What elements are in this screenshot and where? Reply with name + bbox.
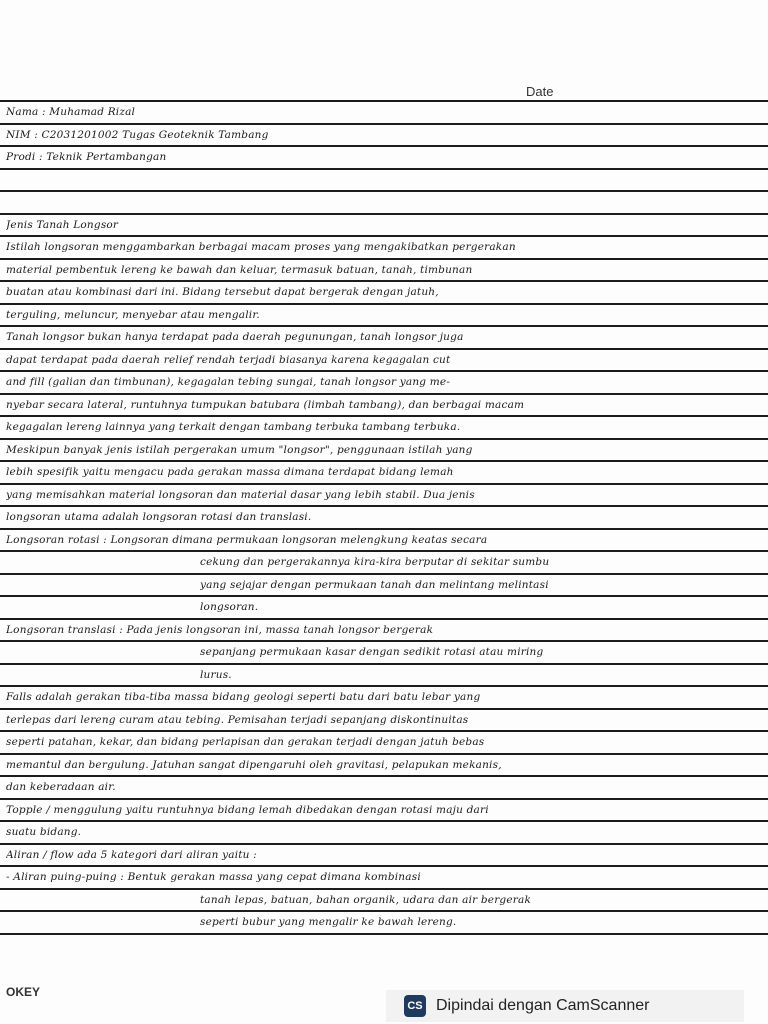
text-line: terlepas dari lereng curam atau tebing. Pemisahan terjadi sepanjang diskontinuitas bbox=[6, 714, 469, 726]
ruled-line bbox=[0, 663, 768, 665]
text-line: tanah lepas, batuan, bahan organik, udara dan air bergerak bbox=[200, 894, 532, 906]
text-line: nyebar secara lateral, runtuhnya tumpukan batubara (limbah tambang), dan berbagai macam bbox=[6, 399, 525, 411]
text-line: sepanjang permukaan kasar dengan sedikit rotasi atau miring bbox=[200, 646, 544, 658]
text-line: yang sejajar dengan permukaan tanah dan melintang melintasi bbox=[200, 579, 549, 591]
ruled-line bbox=[0, 438, 768, 440]
text-line: Tanah longsor bukan hanya terdapat pada daerah pegunungan, tanah longsor juga bbox=[6, 331, 464, 343]
ruled-line bbox=[0, 190, 768, 192]
text-line: material pembentuk lereng ke bawah dan keluar, termasuk batuan, tanah, timbunan bbox=[6, 264, 473, 276]
text-line: memantul dan bergulung. Jatuhan sangat dipengaruhi oleh gravitasi, pelapukan mekanis, bbox=[6, 759, 502, 771]
ruled-line bbox=[0, 865, 768, 867]
notebook-brand: OKEY bbox=[6, 985, 41, 999]
ruled-line bbox=[0, 550, 768, 552]
ruled-line bbox=[0, 775, 768, 777]
text-line: and fill (galian dan timbunan), kegagalan tebing sungai, tanah longsor yang me- bbox=[6, 376, 451, 388]
ruled-line bbox=[0, 303, 768, 305]
ruled-line bbox=[0, 370, 768, 372]
ruled-line bbox=[0, 325, 768, 327]
ruled-line bbox=[0, 573, 768, 575]
ruled-line bbox=[0, 708, 768, 710]
ruled-line bbox=[0, 888, 768, 890]
text-line: - Aliran puing-puing : Bentuk gerakan massa yang cepat dimana kombinasi bbox=[6, 871, 421, 883]
text-line: longsoran. bbox=[200, 601, 259, 613]
date-label: Date bbox=[526, 84, 554, 99]
text-line: lurus. bbox=[200, 669, 232, 681]
ruled-line bbox=[0, 100, 768, 102]
ruled-line bbox=[0, 145, 768, 147]
text-line: kegagalan lereng lainnya yang terkait dengan tambang terbuka tambang terbuka. bbox=[6, 421, 461, 433]
ruled-line bbox=[0, 235, 768, 237]
ruled-line bbox=[0, 258, 768, 260]
text-line: Nama : Muhamad Rizal bbox=[6, 106, 136, 118]
ruled-line bbox=[0, 933, 768, 935]
text-line: dan keberadaan air. bbox=[6, 781, 116, 793]
scan-watermark-text: Dipindai dengan CamScanner bbox=[436, 997, 650, 1014]
ruled-line bbox=[0, 618, 768, 620]
ruled-line bbox=[0, 685, 768, 687]
text-line: Longsoran rotasi : Longsoran dimana permukaan longsoran melengkung keatas secara bbox=[6, 534, 488, 546]
camscanner-icon: CS bbox=[404, 995, 426, 1017]
ruled-line bbox=[0, 798, 768, 800]
text-line: lebih spesifik yaitu mengacu pada gerakan massa dimana terdapat bidang lemah bbox=[6, 466, 454, 478]
ruled-line bbox=[0, 843, 768, 845]
text-line: Jenis Tanah Longsor bbox=[6, 219, 119, 231]
text-line: suatu bidang. bbox=[6, 826, 82, 838]
text-line: Prodi : Teknik Pertambangan bbox=[6, 151, 167, 163]
ruled-line bbox=[0, 640, 768, 642]
text-line: longsoran utama adalah longsoran rotasi dan translasi. bbox=[6, 511, 312, 523]
scan-watermark-bar bbox=[386, 990, 744, 1022]
ruled-line bbox=[0, 483, 768, 485]
ruled-line bbox=[0, 393, 768, 395]
text-line: Topple / menggulung yaitu runtuhnya bidang lemah dibedakan dengan rotasi maju dari bbox=[6, 804, 489, 816]
ruled-line bbox=[0, 168, 768, 170]
ruled-line bbox=[0, 528, 768, 530]
text-line: Falls adalah gerakan tiba-tiba massa bidang geologi seperti batu dari batu lebar yang bbox=[6, 691, 481, 703]
ruled-line bbox=[0, 820, 768, 822]
text-line: seperti bubur yang mengalir ke bawah lereng. bbox=[200, 916, 457, 928]
text-line: NIM : C2031201002 Tugas Geoteknik Tambang bbox=[6, 129, 269, 141]
text-line: Istilah longsoran menggambarkan berbagai macam proses yang mengakibatkan pergerakan bbox=[6, 241, 516, 253]
ruled-line bbox=[0, 415, 768, 417]
ruled-line bbox=[0, 595, 768, 597]
text-line: terguling, meluncur, menyebar atau mengalir. bbox=[6, 309, 260, 321]
ruled-line bbox=[0, 910, 768, 912]
ruled-line bbox=[0, 280, 768, 282]
ruled-line bbox=[0, 123, 768, 125]
text-line: buatan atau kombinasi dari ini. Bidang tersebut dapat bergerak dengan jatuh, bbox=[6, 286, 439, 298]
ruled-line bbox=[0, 730, 768, 732]
ruled-line bbox=[0, 505, 768, 507]
text-line: Meskipun banyak jenis istilah pergerakan umum "longsor", penggunaan istilah yang bbox=[6, 444, 473, 456]
ruled-line bbox=[0, 213, 768, 215]
ruled-line bbox=[0, 460, 768, 462]
text-line: dapat terdapat pada daerah relief rendah terjadi biasanya karena kegagalan cut bbox=[6, 354, 451, 366]
text-line: seperti patahan, kekar, dan bidang perlapisan dan gerakan terjadi dengan jatuh bebas bbox=[6, 736, 485, 748]
text-line: Longsoran translasi : Pada jenis longsoran ini, massa tanah longsor bergerak bbox=[6, 624, 434, 636]
text-line: Aliran / flow ada 5 kategori dari aliran yaitu : bbox=[6, 849, 257, 861]
text-line: yang memisahkan material longsoran dan material dasar yang lebih stabil. Dua jenis bbox=[6, 489, 475, 501]
ruled-line bbox=[0, 753, 768, 755]
text-line: cekung dan pergerakannya kira-kira berputar di sekitar sumbu bbox=[200, 556, 550, 568]
ruled-line bbox=[0, 348, 768, 350]
